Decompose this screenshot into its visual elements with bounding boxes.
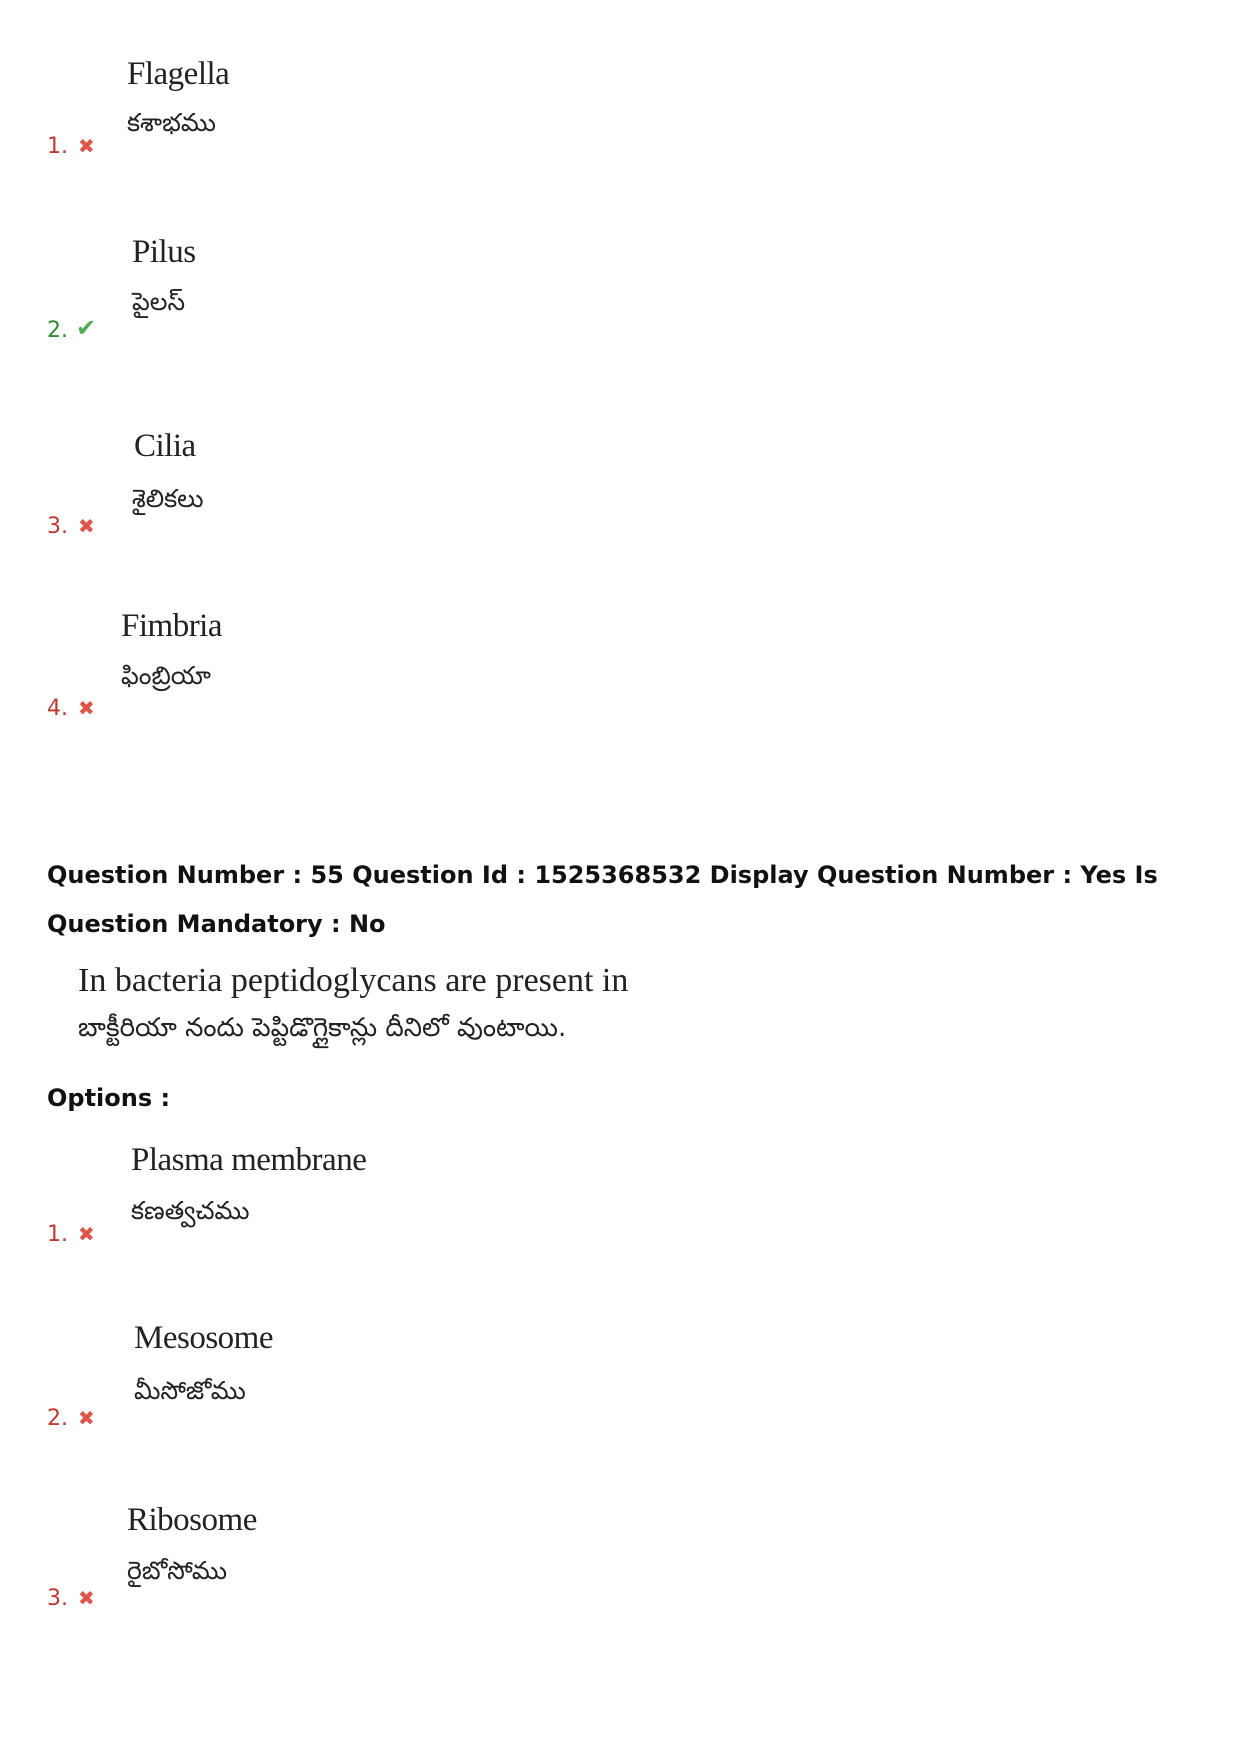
wrong-cross-icon: ✖: [78, 1586, 95, 1610]
option-text-en: Mesosome: [134, 1320, 273, 1356]
option-text-te: కశాభము: [127, 108, 216, 137]
option-text-en: Pilus: [132, 234, 196, 270]
question-meta: Question Number : 55 Question Id : 1525368532 Display Question Number : Yes Is Question Mandatory : No: [47, 861, 1158, 938]
option-text-te: ఫింబ్రియా: [121, 661, 211, 690]
option-number: 1.: [47, 1222, 68, 1247]
option-number: 2.: [47, 318, 68, 343]
question-text-te: బాక్టీరియా నందు పెప్టిడొగ్లైకాన్లు దీనిలో వుంటాయి.: [78, 1013, 567, 1043]
wrong-cross-icon: ✖: [78, 696, 95, 720]
option-number: 1.: [47, 134, 68, 159]
option-text-en: Plasma membrane: [131, 1142, 367, 1178]
options-label: Options :: [47, 1084, 171, 1112]
option-text-te: పైలస్: [132, 287, 186, 316]
wrong-cross-icon: ✖: [78, 134, 95, 158]
option-text-en: Flagella: [127, 56, 230, 92]
option-number: 4.: [47, 696, 68, 721]
option-number: 2.: [47, 1406, 68, 1431]
option-text-te: మీసోజోము: [134, 1376, 246, 1405]
option-text-en: Ribosome: [127, 1502, 257, 1538]
correct-check-icon: ✔: [76, 314, 97, 342]
question-text-en: In bacteria peptidoglycans are present in: [78, 962, 629, 999]
option-text-te: శైలికలు: [132, 484, 204, 513]
option-text-te: కణత్వచము: [131, 1196, 250, 1225]
option-text-en: Fimbria: [121, 608, 222, 644]
option-text-te: రైబోసోము: [127, 1556, 228, 1585]
option-number: 3.: [47, 514, 68, 539]
option-number: 3.: [47, 1586, 68, 1611]
wrong-cross-icon: ✖: [78, 1406, 95, 1430]
wrong-cross-icon: ✖: [78, 1222, 95, 1246]
option-text-en: Cilia: [134, 428, 196, 464]
wrong-cross-icon: ✖: [78, 514, 95, 538]
